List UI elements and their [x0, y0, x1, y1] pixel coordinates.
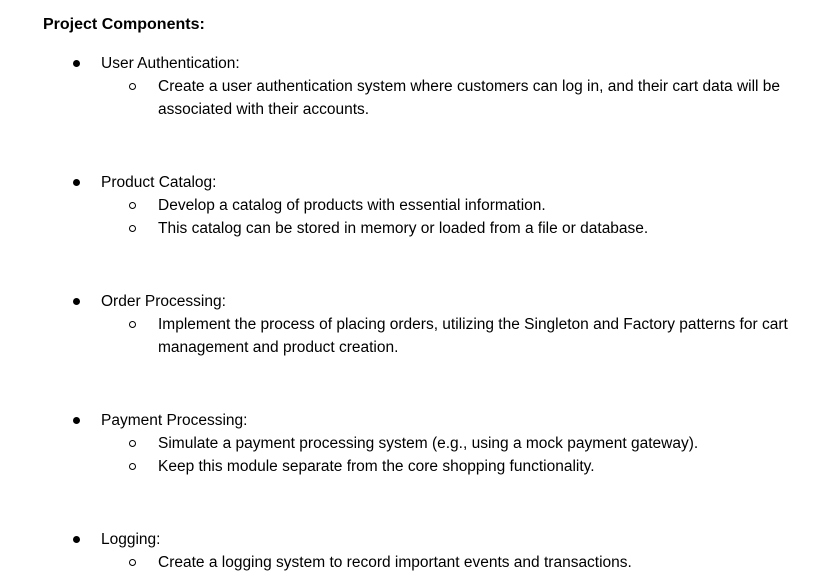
- sub-bullet-text: Keep this module separate from the core shopping functionality.: [158, 458, 595, 475]
- bullet-dot-icon: [73, 536, 80, 543]
- sub-bullet-text: Develop a catalog of products with essential information.: [158, 197, 546, 214]
- hollow-circle-icon: [129, 321, 136, 328]
- hollow-circle-icon: [129, 440, 136, 447]
- bullet-item: [0, 171, 813, 194]
- sub-bullet-item: [0, 455, 813, 478]
- section-user-authentication: [0, 52, 813, 121]
- section-title: Payment Processing:: [101, 412, 248, 429]
- bullet-dot-icon: [73, 417, 80, 424]
- sub-bullet-item: [0, 551, 813, 574]
- sub-bullet-item: [0, 432, 813, 455]
- bullet-dot-icon: [73, 60, 80, 67]
- hollow-circle-icon: [129, 463, 136, 470]
- section-order-processing: [0, 290, 813, 359]
- hollow-circle-icon: [129, 202, 136, 209]
- bullet-dot-icon: [73, 298, 80, 305]
- section-logging: [0, 528, 813, 574]
- section-product-catalog: [0, 171, 813, 240]
- sub-bullet-text: This catalog can be stored in memory or loaded from a file or database.: [158, 220, 649, 237]
- sub-bullet-item: [0, 194, 813, 217]
- section-title: Order Processing:: [101, 293, 226, 310]
- sub-bullet-text: Simulate a payment processing system (e.g., using a mock payment gateway).: [158, 435, 699, 452]
- bullet-dot-icon: [73, 179, 80, 186]
- sub-bullet-text: Implement the process of placing orders, utilizing the Singleton and Factory patterns for cart management and product creation.: [158, 316, 788, 356]
- bullet-item: [0, 409, 813, 432]
- section-title: Product Catalog:: [101, 174, 217, 191]
- section-payment-processing: [0, 409, 813, 478]
- hollow-circle-icon: [129, 225, 136, 232]
- hollow-circle-icon: [129, 559, 136, 566]
- hollow-circle-icon: [129, 83, 136, 90]
- sub-bullet-item: [0, 217, 813, 240]
- bullet-item: [0, 52, 813, 75]
- sub-bullet-item: [0, 75, 813, 121]
- page-title: Project Components:: [43, 16, 205, 33]
- bullet-item: [0, 528, 813, 551]
- section-title: Logging:: [101, 531, 161, 548]
- sub-bullet-text: Create a logging system to record important events and transactions.: [158, 554, 632, 571]
- sub-bullet-item: [0, 313, 813, 359]
- bullet-item: [0, 290, 813, 313]
- sub-bullet-text: Create a user authentication system where customers can log in, and their cart data will be associated with their accounts.: [158, 78, 781, 118]
- section-title: User Authentication:: [101, 55, 240, 72]
